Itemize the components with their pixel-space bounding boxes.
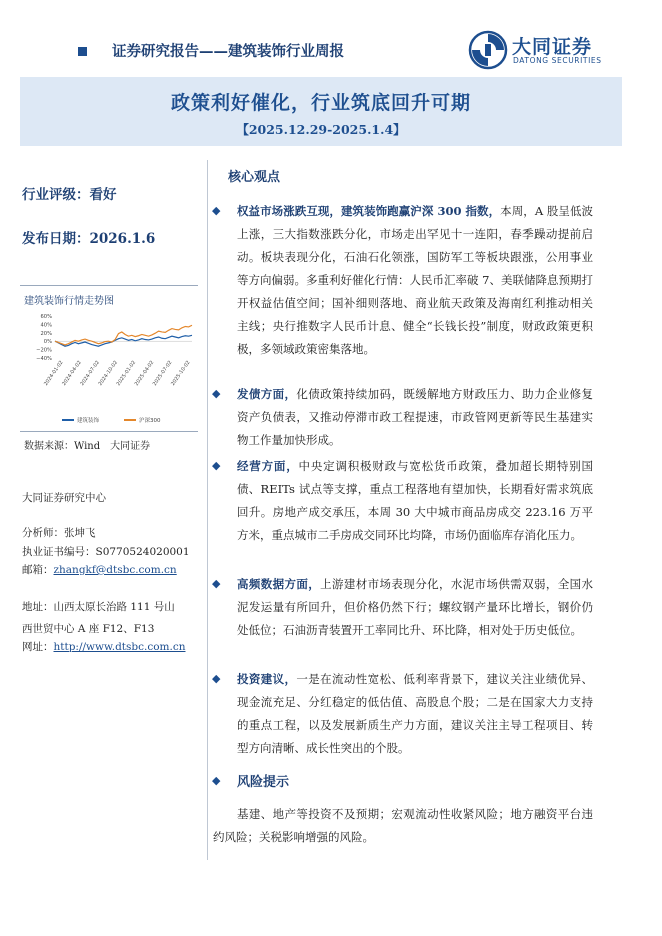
x-tick-label: 2024-07-02 — [79, 359, 101, 387]
x-tick-label: 2025-04-02 — [133, 359, 156, 387]
section-head: 经营方面， — [237, 459, 299, 473]
website-label: 网址： — [22, 641, 54, 653]
section-head: 发债方面， — [237, 387, 297, 401]
y-tick-label: −40% — [36, 356, 52, 362]
report-type: 证券研究报告——建筑装饰行业周报 — [112, 44, 344, 60]
y-tick-label: 20% — [40, 330, 52, 337]
x-tick-label: 2025-01-02 — [115, 359, 138, 387]
legend-label: 沪深300 — [139, 418, 161, 424]
datong-logo-icon — [468, 30, 508, 70]
x-tick-label: 2025-07-02 — [151, 359, 174, 387]
x-tick-label: 2025-10-02 — [170, 359, 192, 387]
core-views-title: 核心观点 — [228, 170, 281, 185]
address-line1: 地址：山西太原长治路 111 号山 — [22, 601, 175, 613]
header-square-icon — [78, 47, 87, 56]
diamond-bullet-icon: ◆ — [212, 459, 221, 472]
legend-label: 建筑装饰 — [77, 418, 100, 424]
industry-rating: 行业评级：看好 — [22, 187, 117, 203]
section-bonds — [237, 383, 593, 452]
y-tick-label: 0% — [43, 339, 52, 346]
section-head: 权益市场涨跌互现，建筑装饰跑赢沪深 300 指数， — [237, 204, 501, 218]
data-source: 数据来源：Wind 大同证券 — [24, 441, 151, 452]
diamond-bullet-icon: ◆ — [212, 204, 221, 217]
section-body: 化债政策持续加码，既缓解地方财政压力、助力企业修复资产负债表，又推动停滞市政工程提速，市政管网更新等民生基建实物工作量加快形成。 — [237, 387, 594, 447]
risk-text: 基建、地产等投资不及预期；宏观流动性收紧风险；地方融资平台违约风险；关税影响增强的风险。 — [213, 807, 593, 844]
diamond-bullet-icon: ◆ — [212, 672, 221, 685]
analyst: 分析师：张坤飞 — [22, 527, 96, 539]
section-head: 投资建议， — [237, 672, 297, 686]
section-body: 一是在流动性宽松、低利率背景下，建议关注业绩优异、现金流充足、分红稳定的低估值、高股息个股；二是在国家大力支持的重点工程，以及发展新质生产力方面，建议关注主导工程项目、转型方向清晰、成长性突出的个股。 — [237, 672, 594, 755]
section-operations — [237, 455, 593, 547]
email-link[interactable]: zhangkf@dtsbc.com.cn — [53, 564, 177, 576]
column-divider — [207, 160, 208, 860]
report-title: 政策利好催化，行业筑底回升可期 — [170, 92, 471, 114]
email-row — [22, 562, 177, 577]
section-body: 上游建材市场表现分化，水泥市场供需双弱，全国水泥发运量有所回升，但价格仍然下行；螺纹钢产量环比增长，钢价仍处低位；石油沥青装置开工率同比升、环比降，相对处于历史低位。 — [237, 577, 593, 637]
y-tick-label: −20% — [36, 347, 52, 354]
trend-chart — [20, 310, 198, 428]
website-link[interactable]: http://www.dtsbc.com.cn — [53, 641, 186, 653]
email-label: 邮箱： — [22, 564, 54, 576]
publish-date: 发布日期：2026.1.6 — [22, 231, 156, 247]
diamond-bullet-icon: ◆ — [212, 577, 221, 590]
y-tick-label: 40% — [40, 322, 52, 329]
website-row — [22, 639, 186, 654]
section-body: 本周，A 股呈低波上涨，三大指数涨跌分化，市场走出罕见十一连阳，春季躁动提前启动。板块表现分化，石油石化领涨，国防军工等板块跟涨，公用事业等方向偏弱。多重利好催化行情：人民币汇率破 7、美联储降息预期打开权益估值空间；国补细则落地、商业航天政策及海南红利推动相关主线；央行推数字人民币计息、健全“长钱长投”制度，财政政策更积极，多领域政策密集落地。 — [237, 204, 593, 356]
date-range: 【2025.12.29-2025.1.4】 — [236, 122, 406, 137]
chart-title: 建筑装饰行情走势图 — [24, 296, 114, 307]
logo-english: DATONG SECURITIES — [513, 56, 602, 65]
x-tick-label: 2024-10-02 — [97, 359, 120, 387]
diamond-bullet-icon: ◆ — [212, 387, 221, 400]
section-body: 中央定调积极财政与宽松货币政策，叠加超长期特别国债、REITs 试点等支撑，重点工程落地有望加快，长期看好需求筑底回升。房地产成交承压，本周 30 大中城市商品房成交 223.16 万平方米，重点城市二手房成交同环比均降，市场仍面临库存消化压力。 — [237, 459, 594, 542]
x-tick-label: 2024-01-02 — [43, 359, 65, 387]
risk-title: 风险提示 — [237, 775, 290, 790]
address-line2: 西世贸中心 A 座 F12、F13 — [22, 623, 155, 635]
x-tick-label: 2024-04-02 — [61, 359, 83, 387]
diamond-bullet-icon: ◆ — [212, 774, 221, 787]
section-investment — [237, 668, 593, 760]
section-equity — [237, 200, 593, 361]
license-number: 执业证书编号：S0770524020001 — [22, 546, 190, 558]
section-highfreq — [237, 573, 593, 642]
y-tick-label: 60% — [40, 314, 52, 320]
institute: 大同证券研究中心 — [22, 492, 106, 504]
section-head: 高频数据方面， — [237, 577, 321, 591]
logo-text: 大同证券 — [512, 36, 593, 58]
